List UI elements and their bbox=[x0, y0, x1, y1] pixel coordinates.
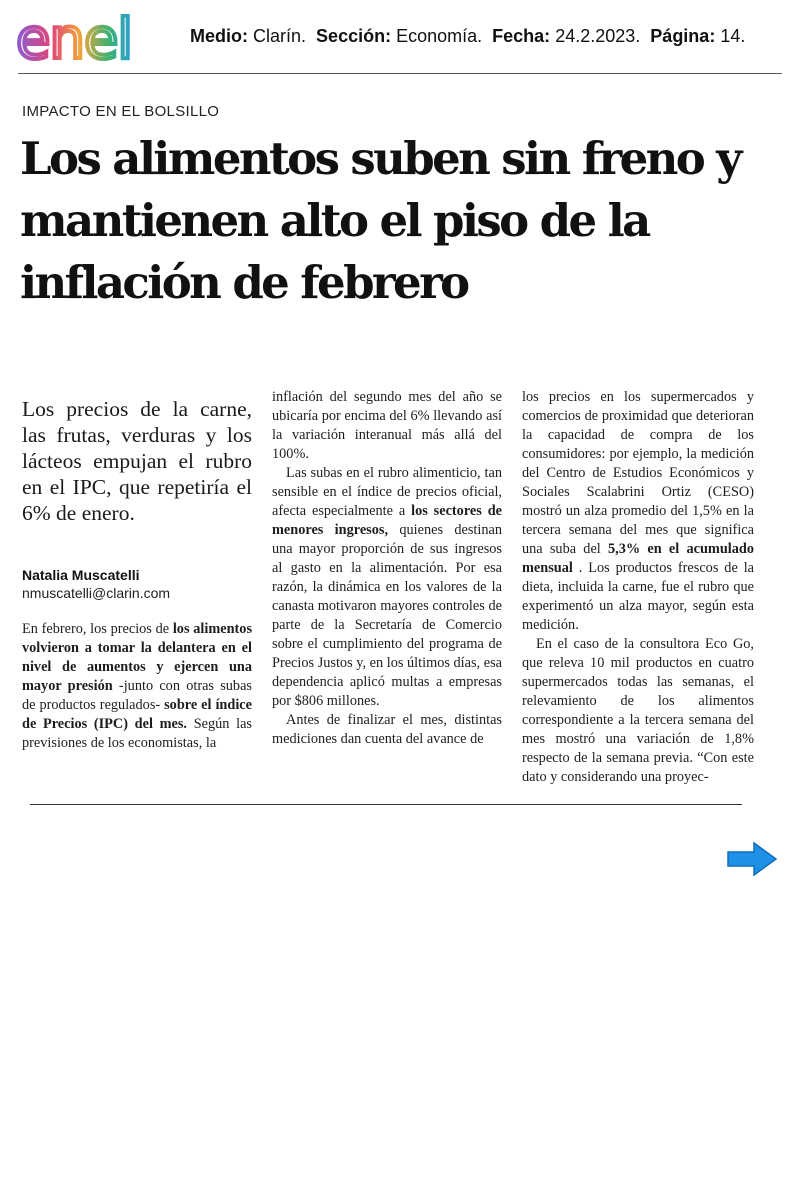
paragraph-1-part-1: inflación del segundo mes del año se ubicaría por encima del 6% llevando así la variación interanual más allá del 100%. bbox=[272, 389, 502, 462]
article-deck: Los precios de la carne, las frutas, verduras y los lácteos empujan el rubro en el IPC, que repetiría el 6% de enero. bbox=[22, 397, 252, 525]
paragraph-4: En el caso de la consultora Eco Go, que releva 10 mil productos en cuatro supermercados todas las semanas, el relevamiento de los alimentos correspondiente a la tercera semana del mes mostró una variación de 1,8% respecto de la semana previa. “Con este dato y considerando una proyec- bbox=[522, 636, 754, 785]
paragraph-3: los precios en los supermercados y comercios de proximidad que deterioran la capacidad de compra de los consumidores: por ejemplo, la medición del Centro de Estudios Económicos y Sociales Scalabrini Ortiz (CESO) mostró un alza promedio del 1,5% en la tercera semana del mes que significa una suba del 5,3% en el acumulado mensual . Los productos frescos de la dieta, incluida la carne, fue el rubro que experimentó un alza mayor, según esta medición. bbox=[522, 389, 755, 633]
author-name: Natalia Muscatelli bbox=[22, 567, 140, 583]
header-divider bbox=[18, 73, 782, 74]
fecha-value: 24.2.2023. bbox=[555, 26, 641, 46]
paragraph-1-part-1: En febrero, los precios de los alimentos volvieron a tomar la delantera en el nivel de aumentos y ejercen una mayor presión -junto con otras subas de productos regulados- sobre el índice de Precios (IPC) del mes. Según las previsiones de los economistas, la bbox=[22, 621, 253, 751]
enel-logo bbox=[16, 14, 172, 66]
bottom-divider bbox=[30, 804, 742, 805]
svg-text:enel: enel bbox=[16, 14, 132, 66]
medio-label: Medio: bbox=[190, 26, 248, 46]
publication-info bbox=[190, 26, 745, 47]
arrow-right-icon[interactable] bbox=[726, 841, 778, 877]
paragraph-3: Antes de finalizar el mes, distintas mediciones dan cuenta del avance de bbox=[272, 712, 502, 747]
article-column-3 bbox=[522, 388, 754, 787]
article-kicker: IMPACTO EN EL BOLSILLO bbox=[22, 103, 220, 120]
pagina-value: 14. bbox=[720, 26, 746, 46]
pagina-label: Página: bbox=[650, 26, 716, 46]
article-column-1 bbox=[22, 396, 252, 753]
author-email: nmuscatelli@clarin.com bbox=[22, 585, 171, 601]
fecha-label: Fecha: bbox=[492, 26, 551, 46]
article-column-2 bbox=[272, 388, 502, 749]
article-headline: Los alimentos suben sin freno y mantienen alto el piso de la inflación de febrero bbox=[20, 132, 740, 309]
page-header bbox=[0, 0, 800, 76]
seccion-value: Economía. bbox=[396, 26, 483, 46]
seccion-label: Sección: bbox=[316, 26, 392, 46]
paragraph-2: Las subas en el rubro alimenticio, tan sensible en el índice de precios oficial, afecta especialmente a los sectores de menores ingresos, quienes destinan una mayor proporción de sus ingresos al gasto en la alimentación. Por esa razón, la dinámica en los valores de la canasta motivaron mayores controles de parte de la Secretaría de Comercio sobre el cumplimiento del programa de Precios Justos y, en los últimos días, esa dependencia aplicó multas a empresas por $806 millones. bbox=[272, 465, 503, 709]
medio-value: Clarín. bbox=[253, 26, 307, 46]
